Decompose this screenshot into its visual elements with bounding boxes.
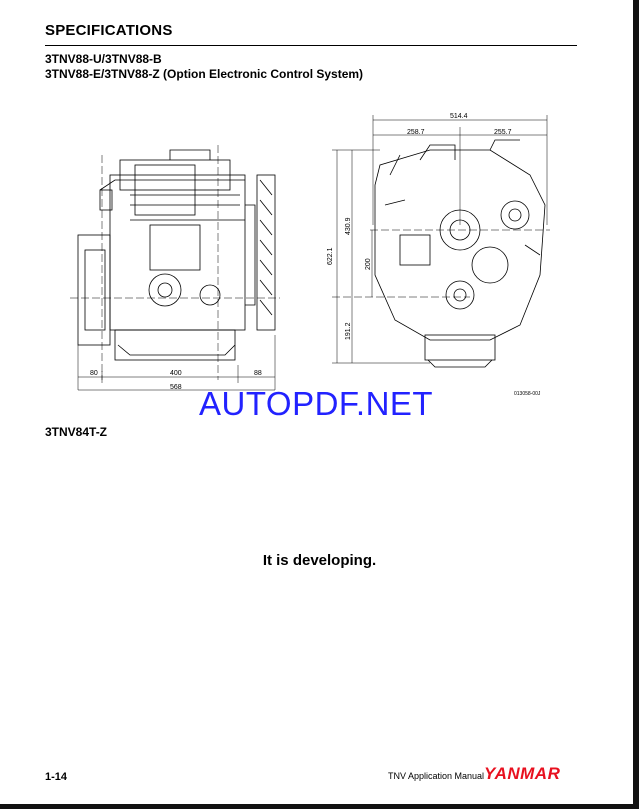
status-message: It is developing. [262,552,377,569]
dim-front-inner-height: 200 [365,258,372,270]
dim-front-overall-width: 514.4 [450,113,468,120]
page-frame-right [633,0,639,809]
dim-front-total-height: 622.1 [327,247,334,265]
dim-side-middle: 400 [170,370,182,377]
side-view-centerlines [70,145,280,390]
dim-front-lower-height: 191.2 [345,322,352,340]
dim-front-left-width: 258.7 [407,129,425,136]
dim-side-overall: 568 [170,384,182,391]
figure-id: 013058-00J [514,391,541,397]
model-heading-primary: 3TNV88-U/3TNV88-B [45,52,162,66]
dim-front-upper-height: 430.9 [345,217,352,235]
model-heading-secondary: 3TNV84T-Z [45,425,108,439]
dim-front-right-width: 255.7 [494,129,512,136]
dim-side-right: 88 [254,370,262,377]
dim-side-left: 80 [90,370,98,377]
page-frame-bottom [0,804,639,809]
page-number: 1-14 [45,771,68,783]
manual-name: TNV Application Manual [388,771,485,781]
brand-logo: YANMAR [484,764,561,783]
engine-dimension-drawing [70,105,570,405]
front-view-dimension-lines [332,115,550,363]
section-title: SPECIFICATIONS [45,22,173,39]
title-divider [45,45,577,46]
watermark: AUTOPDF.NET [199,385,434,422]
model-heading-electronic: 3TNV88-E/3TNV88-Z (Option Electronic Control System) [45,67,364,81]
side-view-engine [78,150,275,360]
